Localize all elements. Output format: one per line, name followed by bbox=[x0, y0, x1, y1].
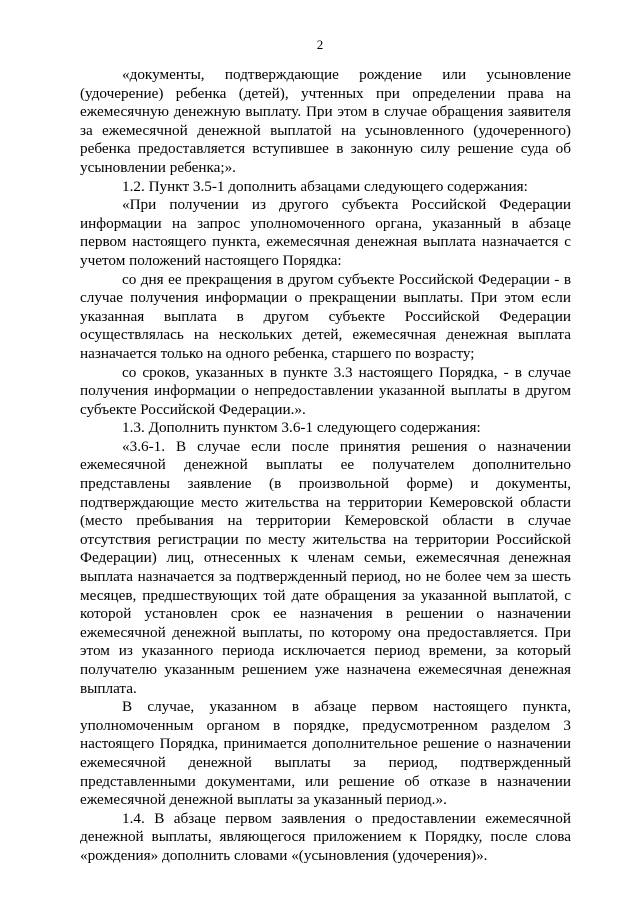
paragraph: 1.4. В абзаце первом заявления о предоставлении ежемесячной денежной выплаты, являющегося приложением к Порядку, после слова «рождения» дополнить словами «(усыновления (удочерения)». bbox=[80, 809, 571, 864]
paragraph: В случае, указанном в абзаце первом настоящего пункта, уполномоченным органом в порядке, предусмотренном разделом 3 настоящего Порядка, принимается дополнительное решение о назначении ежемесячной денежной выплаты за период, подтвержденный представленными документами, или решение об отказе в назначении ежемесячной денежной выплаты за указанный период.». bbox=[80, 698, 571, 809]
paragraph: со дня ее прекращения в другом субъекте Российской Федерации - в случае получения информации о прекращении выплаты. При этом если указанная выплата в другом субъекте Российской Федерации осуществлялась на нескольких детей, ежемесячная денежная выплата назначается только на одного ребенка, старшего по возрасту; bbox=[80, 270, 571, 362]
paragraph: со сроков, указанных в пункте 3.3 настоящего Порядка, - в случае получения информации о непредоставлении указанной выплаты в другом субъекте Российской Федерации.». bbox=[80, 363, 571, 418]
document-body bbox=[80, 66, 571, 866]
paragraph: «3.6-1. В случае если после принятия решения о назначении ежемесячной денежной выплаты ее получателем дополнительно представлены заявление (в произвольной форме) и документы, подтверждающие место жительства на территории Кемеровской области (место пребывания на территории Кемеровской области в случае отсутствия регистрации по месту жительства на территории Российской Федерации) лиц, отнесенных к членам семьи, ежемесячная денежная выплата назначается за подтвержденный период, но не более чем за шесть месяцев, предшествующих той дате обращения за указанной выплатой, с которой установлен срок ее назначения в решении о назначении ежемесячной денежной выплаты, по которому она предоставляется. При этом из указанного периода исключается период времени, за который получателю указанным решением уже назначена ежемесячная денежная выплата. bbox=[80, 437, 571, 697]
paragraph: 1.3. Дополнить пунктом 3.6-1 следующего содержания: bbox=[122, 419, 481, 437]
paragraph: «документы, подтверждающие рождение или усыновление (удочерение) ребенка (детей), учтенных при определении права на ежемесячную денежную выплату. При этом в случае обращения заявителя за ежемесячной денежной выплатой на усыновленного (удочеренного) ребенка предоставляется вступившее в законную силу решение суда об усыновлении ребенка;». bbox=[80, 66, 571, 176]
paragraph: 1.2. Пункт 3.5-1 дополнить абзацами следующего содержания: bbox=[122, 177, 528, 195]
page-number: 2 bbox=[316, 37, 324, 52]
paragraph: «При получении из другого субъекта Российской Федерации информации на запрос уполномоченного органа, указанный в абзаце первом настоящего пункта, ежемесячная денежная выплата назначается с учетом положений настоящего Порядка: bbox=[80, 196, 571, 269]
